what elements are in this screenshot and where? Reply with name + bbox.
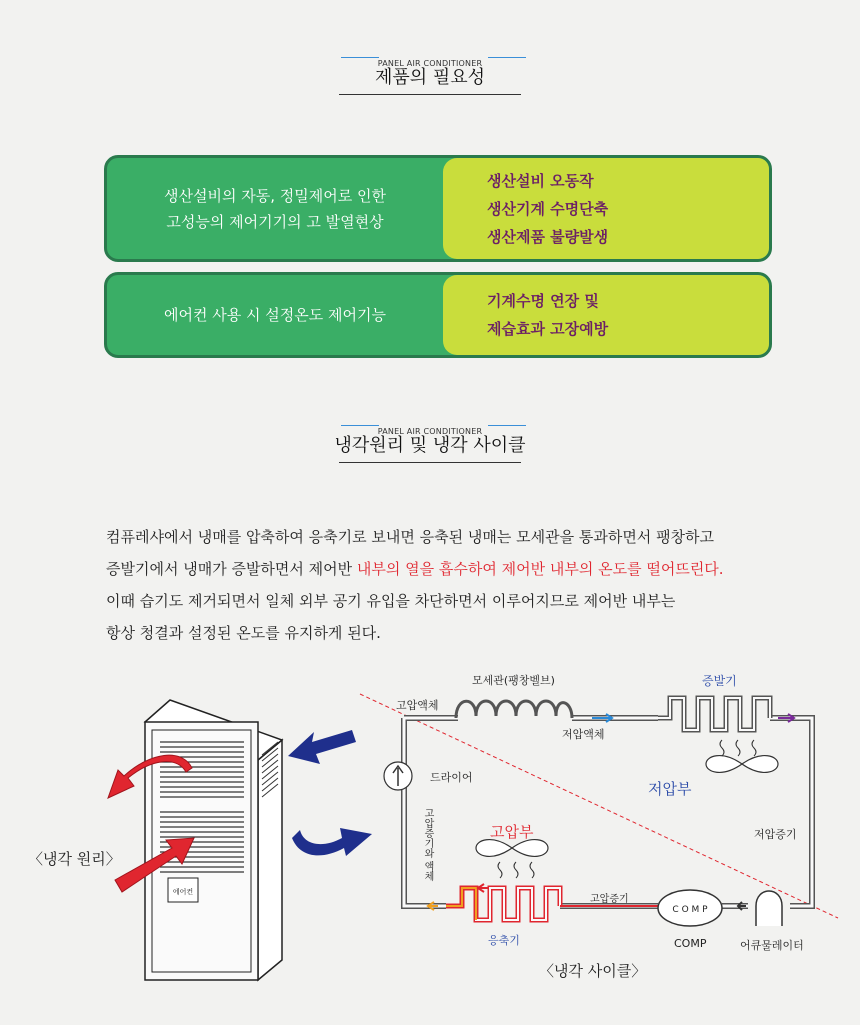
evaporator-label: 증발기 [702, 674, 737, 688]
description-line: 컴퓨레샤에서 냉매를 압축하여 응축기로 보내면 응축된 냉매는 모세관을 통과하면서 팽창하고 [106, 528, 715, 546]
effect-line: 생산설비 오동작 [487, 171, 594, 190]
effect-line: 제습효과 고장예방 [487, 320, 609, 338]
condenser-fan-icon [476, 840, 548, 857]
principle-caption: 〈냉각 원리〉 [28, 850, 121, 868]
high-liquid-label: 고압액체 [396, 699, 439, 712]
evaporator-fan-icon [706, 756, 778, 773]
section-subtitle: PANEL AIR CONDITIONER [377, 59, 483, 68]
high-vapor-label: 고압증기 [590, 894, 629, 905]
section-title: 제품의 필요성 [374, 67, 486, 88]
low-pressure-zone-label: 저압부 [648, 780, 692, 798]
condenser-label: 응축기 [488, 934, 520, 947]
flow-arrow-condenser-in [478, 884, 488, 892]
dryer-label: 드라이어 [430, 771, 473, 784]
description-line: 이때 습기도 제거되면서 일체 외부 공기 유입을 차단하면서 이루어지므로 제어반 내부는 [106, 592, 676, 610]
description-line: 항상 청결과 설정된 온도를 유지하게 된다. [106, 624, 381, 642]
cause-line: 생산설비의 자동, 정밀제어로 인한 [164, 186, 386, 205]
cabinet-badge-text: 에어컨 [172, 888, 194, 896]
accumulator-label: 어큐물레이터 [740, 939, 804, 952]
pipe-loop-inner [404, 718, 812, 906]
description-text: 증발기에서 냉매가 증발하면서 제어반 [106, 560, 357, 578]
high-mixed-label: 고압증기와 액체 [422, 808, 433, 882]
cycle-caption: 〈냉각 사이클〉 [539, 962, 647, 980]
high-pressure-zone-label: 고압부 [490, 823, 534, 841]
effect-line: 생산제품 불량발생 [487, 227, 609, 246]
low-vapor-label: 저압증기 [754, 828, 797, 841]
condenser-wave-icon [498, 862, 534, 878]
effect-line: 생산기계 수명단축 [487, 199, 609, 218]
effect-line: 기계수명 연장 및 [487, 292, 599, 310]
compressor-label: COMP [674, 937, 707, 950]
accumulator-symbol [756, 891, 782, 926]
description-highlight: 내부의 열을 흡수하여 제어반 내부의 온도를 떨어뜨린다. [356, 560, 724, 578]
section-subtitle: PANEL AIR CONDITIONER [377, 427, 483, 436]
compressor-body-text: C O M P [672, 905, 708, 915]
low-liquid-label: 저압액체 [562, 728, 605, 741]
section-title: 냉각원리 및 냉각 사이클 [334, 435, 526, 456]
capillary-label: 모세관(팽창벨브) [472, 674, 555, 687]
capillary-coil [456, 701, 572, 718]
cause-line: 에어컨 사용 시 설정온도 제어기능 [164, 306, 386, 324]
cause-line: 고성능의 제어기기의 고 발열현상 [166, 212, 384, 231]
pipe-loop [404, 718, 812, 906]
evaporator-wave-icon [720, 740, 756, 756]
